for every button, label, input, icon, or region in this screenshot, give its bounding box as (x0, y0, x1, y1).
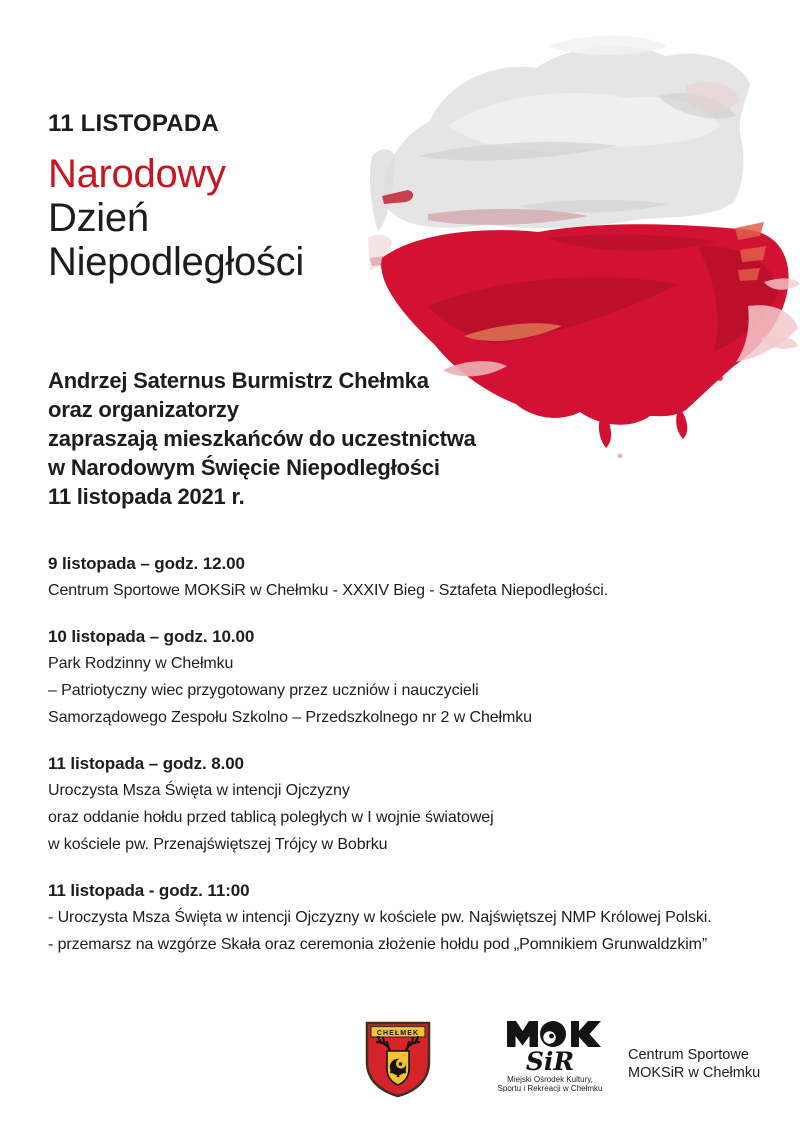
event-line: – Patriotyczny wiec przygotowany przez uczniów i nauczycieli (48, 682, 479, 699)
invitation-line: Andrzej Saternus Burmistrz Chełmka (48, 368, 429, 393)
event-item-nov11-morning (48, 750, 712, 858)
moksir-logo (483, 1018, 617, 1092)
event-item-nov9 (48, 550, 712, 604)
events-list (48, 550, 712, 977)
event-line: - przemarsz na wzgórze Skała oraz ceremonia złożenie hołdu pod „Pomnikiem Grunwaldzkim” (48, 936, 708, 953)
title-date: 11 LISTOPADA (48, 110, 219, 137)
event-line: Uroczysta Msza Święta w intencji Ojczyzny (48, 782, 350, 799)
event-line: Centrum Sportowe MOKSiR w Chełmku - XXXIV Bieg - Sztafeta Niepodległości. (48, 582, 609, 599)
event-line: Park Rodzinny w Chełmku (48, 655, 234, 672)
event-header: 11 listopada – godz. 8.00 (48, 754, 244, 773)
map-white-stripe (370, 36, 750, 232)
crest-title-text: CHEŁMEK (376, 1029, 420, 1037)
event-item-nov10 (48, 623, 712, 731)
event-item-nov11-noon (48, 877, 712, 958)
invitation-line: w Narodowym Święcie Niepodległości (48, 455, 440, 480)
sports-center-line1: Centrum Sportowe (628, 1047, 749, 1063)
invitation-line: oraz organizatorzy (48, 397, 239, 422)
invitation-line: zapraszają mieszkańców do uczestnictwa (48, 426, 476, 451)
sports-center-label (628, 1046, 760, 1082)
event-header: 11 listopada - godz. 11:00 (48, 881, 250, 900)
invitation-block (48, 366, 476, 511)
title-dzien: Dzień (48, 196, 149, 240)
title-niepodleglosci: Niepodległości (48, 240, 304, 284)
event-header: 9 listopada – godz. 12.00 (48, 554, 245, 573)
event-line: w kościele pw. Przenajświętszej Trójcy w Bobrku (48, 836, 388, 853)
moksir-caption-line2: Sportu i Rekreacji w Chełmku (497, 1084, 603, 1092)
invitation-line: 11 listopada 2021 r. (48, 484, 245, 509)
sports-center-line2: MOKSiR w Chełmku (628, 1065, 761, 1081)
event-header: 10 listopada – godz. 10.00 (48, 627, 255, 646)
moksir-sir-script: SiR (525, 1047, 575, 1076)
event-line: - Uroczysta Msza Święta w intencji Ojczyzny w kościele pw. Najświętszej NMP Królowej Polski. (48, 909, 712, 926)
event-line: oraz oddanie hołdu przed tablicą poległych w I wojnie światowej (48, 809, 494, 826)
title-block (48, 110, 304, 284)
chelmek-coat-of-arms (364, 1020, 432, 1098)
event-line: Samorządowego Zespołu Szkolno – Przedszkolnego nr 2 w Chełmku (48, 709, 532, 726)
moksir-caption-line1: Miejski Ośrodek Kultury, (507, 1075, 593, 1084)
moksir-mok-icon (507, 1021, 601, 1047)
title-narodowy: Narodowy (48, 152, 226, 196)
